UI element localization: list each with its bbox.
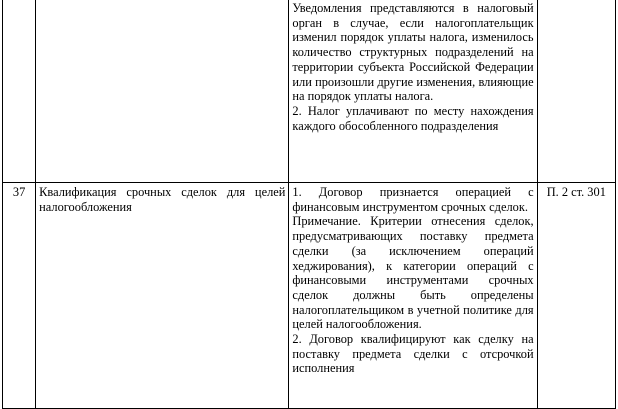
- description-paragraph: 1. Договор признается операцией с финансовым инструментом срочных сделок.: [292, 185, 534, 214]
- row-reference-cell: П. 2 ст. 301: [537, 183, 615, 409]
- description-paragraph: Примечание. Критерии отнесения сделок, предусматривающих поставку предмета сделки (за исключением операций хеджирования), к категории операций с финансовыми инструментами срочных сделок должны быть определены налогоплательщиком в учетной политике для целей налогообложения.: [292, 214, 534, 332]
- description-paragraph: 2. Налог уплачивают по месту нахождения каждого обособленного подразделения: [292, 103, 534, 133]
- row-name-text: Квалификация срочных сделок для целей налогообложения: [39, 185, 286, 214]
- description-paragraph: Уведомления представляются в налоговый орган в случае, если налогоплательщик изменил порядок уплаты налога, изменилось количество структурных подразделений на территории субъекта Российской Федерации или произошли другие изменения, влияющие на порядок уплаты налога.: [292, 1, 534, 104]
- description-paragraph: 2. Договор квалифицируют как сделку на поставку предмета сделки с отсрочкой исполнения: [292, 332, 534, 376]
- regulation-table: [2, 0, 616, 409]
- row-number-cell: [3, 0, 36, 183]
- row-description-cell: [289, 0, 537, 183]
- row-name-cell: [36, 183, 289, 409]
- row-reference-cell: [537, 0, 615, 183]
- table-row: [3, 183, 616, 409]
- row-description-cell: [289, 183, 537, 409]
- row-number-cell: 37: [3, 183, 36, 409]
- row-name-cell: [36, 0, 289, 183]
- table-row: [3, 0, 616, 183]
